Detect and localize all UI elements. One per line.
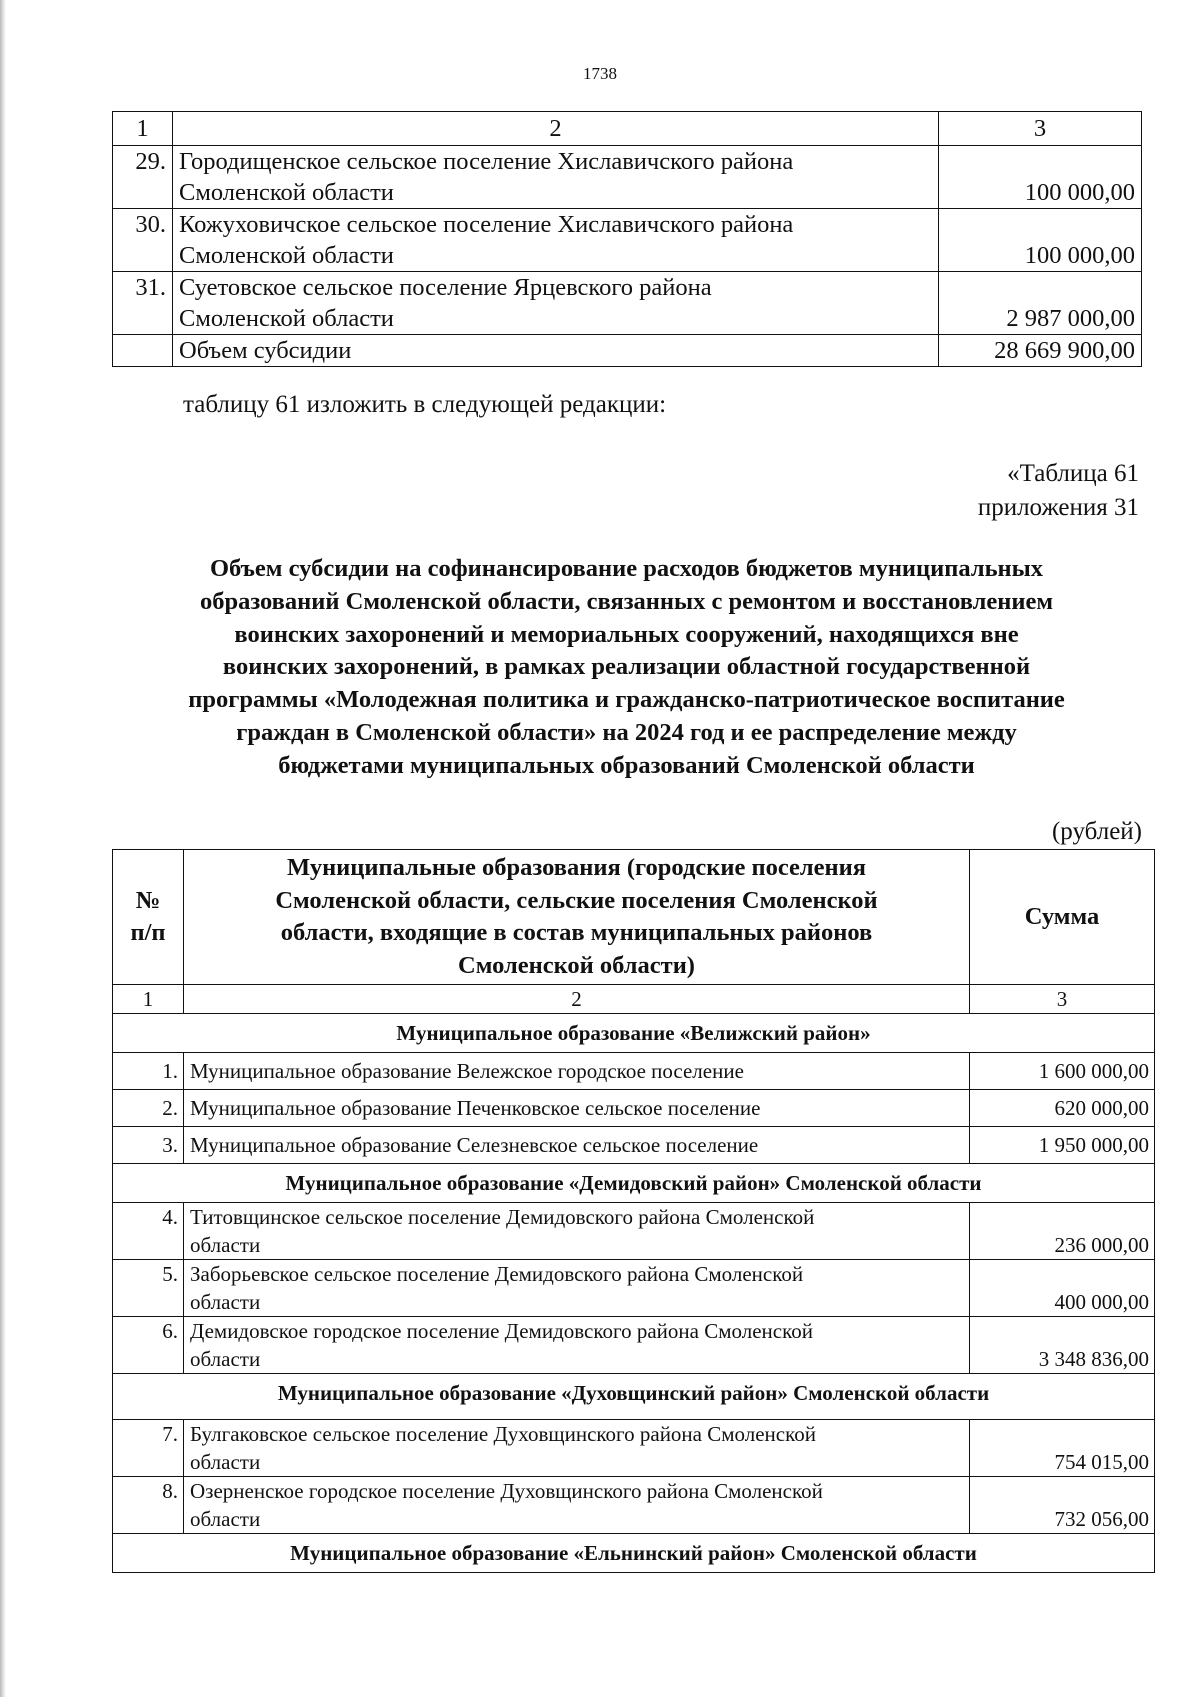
row-name: Муниципальное образование Вележское городское поселение xyxy=(184,1053,970,1090)
row-name-line: Суетовское сельское поселение Ярцевского района xyxy=(179,274,712,301)
row-name-line: области xyxy=(190,1233,261,1257)
row-name-line: Смоленской области xyxy=(179,305,394,332)
row-name-line: Титовщинское сельское поселение Демидовского района Смоленской xyxy=(190,1205,815,1229)
table-row xyxy=(113,1203,1155,1260)
row-number: 6. xyxy=(113,1317,184,1374)
title-line: Объем субсидии на софинансирование расходов бюджетов муниципальных xyxy=(209,555,1044,582)
row-name-line: области xyxy=(190,1450,261,1474)
row-name: Муниципальное образование Селезневское сельское поселение xyxy=(184,1127,970,1164)
row-name xyxy=(173,146,939,209)
row-number: 31. xyxy=(113,272,173,335)
row-sum: 732 056,00 xyxy=(970,1477,1155,1534)
row-number: 4. xyxy=(113,1203,184,1260)
row-sum: 100 000,00 xyxy=(939,146,1142,209)
table-row xyxy=(113,272,1142,335)
header-name-line: области, входящие в состав муниципальных районов xyxy=(280,919,873,946)
header-cell: 3 xyxy=(939,112,1142,146)
row-number: 3. xyxy=(113,1127,184,1164)
column-number: 3 xyxy=(970,985,1155,1014)
row-number: 7. xyxy=(113,1420,184,1477)
title-line: бюджетами муниципальных образований Смоленской области xyxy=(278,751,975,779)
row-name-line: Смоленской области xyxy=(179,242,394,269)
table-row xyxy=(113,209,1142,272)
row-number: 30. xyxy=(113,209,173,272)
row-name-line: Булгаковское сельское поселение Духовщинского района Смоленской xyxy=(190,1422,816,1446)
row-name xyxy=(173,272,939,335)
header-name-line: Муниципальные образования (городские поселения xyxy=(287,854,866,881)
total-label: Объем субсидии xyxy=(173,335,939,367)
row-number: 2. xyxy=(113,1090,184,1127)
row-sum: 754 015,00 xyxy=(970,1420,1155,1477)
table-row xyxy=(113,146,1142,209)
distribution-table xyxy=(112,849,1155,1573)
header-cell: 2 xyxy=(173,112,939,146)
document-title xyxy=(112,553,1141,783)
header-num-cell xyxy=(113,850,184,985)
group-title: Муниципальное образование «Ельнинский район» Смоленской области xyxy=(113,1534,1155,1573)
row-name-line: Городищенское сельское поселение Хиславичского района xyxy=(179,148,794,175)
header-name-line: Смоленской области) xyxy=(458,951,695,979)
total-number-cell xyxy=(113,335,173,367)
title-line: программы «Молодежная политика и гражданско-патриотическое воспитание xyxy=(188,686,1065,714)
continuation-table xyxy=(112,111,1142,367)
group-row xyxy=(113,1534,1155,1573)
title-line: воинских захоронений и мемориальных сооружений, находящихся вне xyxy=(234,620,1019,648)
header-num-line: № xyxy=(135,886,161,914)
header-cell: 1 xyxy=(113,112,173,146)
table-reference-line: «Таблица 61 xyxy=(1007,460,1139,487)
header-num-line: п/п xyxy=(130,919,166,946)
title-line: образований Смоленской области, связанных с ремонтом и восстановлением xyxy=(199,587,1054,615)
row-sum: 620 000,00 xyxy=(970,1090,1155,1127)
group-title: Муниципальное образование «Велижский район» xyxy=(113,1014,1155,1053)
row-name-line: области xyxy=(190,1347,261,1371)
title-line: воинских захоронений, в рамках реализации областной государственной xyxy=(222,653,1031,681)
row-sum: 100 000,00 xyxy=(939,209,1142,272)
row-number: 29. xyxy=(113,146,173,209)
row-name xyxy=(184,1420,970,1477)
group-title: Муниципальное образование «Духовщинский район» Смоленской области xyxy=(113,1374,1155,1420)
column-numbers-row xyxy=(113,985,1155,1014)
table-row xyxy=(113,1420,1155,1477)
group-title: Муниципальное образование «Демидовский район» Смоленской области xyxy=(113,1164,1155,1203)
row-name-line: области xyxy=(190,1507,261,1531)
row-name xyxy=(184,1317,970,1374)
column-number: 2 xyxy=(184,985,970,1014)
row-name-line: Смоленской области xyxy=(179,179,394,206)
title-line: граждан в Смоленской области» на 2024 год и ее распределение между xyxy=(236,718,1017,746)
table-header-row xyxy=(113,112,1142,146)
row-number: 5. xyxy=(113,1260,184,1317)
table-row xyxy=(113,1053,1155,1090)
row-number: 8. xyxy=(113,1477,184,1534)
table-row xyxy=(113,1127,1155,1164)
unit-label: (рублей) xyxy=(1051,818,1142,845)
header-sum-cell: Сумма xyxy=(970,850,1155,985)
table-header-row xyxy=(113,850,1155,985)
row-name-line: Заборьевское сельское поселение Демидовского района Смоленской xyxy=(190,1262,804,1286)
table-row xyxy=(113,1317,1155,1374)
table-reference-line: приложения 31 xyxy=(977,494,1139,521)
intro-text: таблицу 61 изложить в следующей редакции: xyxy=(183,391,667,418)
row-sum: 1 600 000,00 xyxy=(970,1053,1155,1090)
table-row xyxy=(113,1090,1155,1127)
header-name-cell xyxy=(184,850,970,985)
row-name xyxy=(184,1203,970,1260)
group-row xyxy=(113,1014,1155,1053)
table-row xyxy=(113,1477,1155,1534)
header-name-line: Смоленской области, сельские поселения Смоленской xyxy=(275,886,878,914)
row-sum: 1 950 000,00 xyxy=(970,1127,1155,1164)
page-number: 1738 xyxy=(583,64,617,83)
row-sum: 236 000,00 xyxy=(970,1203,1155,1260)
row-sum: 400 000,00 xyxy=(970,1260,1155,1317)
row-sum: 3 348 836,00 xyxy=(970,1317,1155,1374)
total-sum: 28 669 900,00 xyxy=(939,335,1142,367)
group-row xyxy=(113,1374,1155,1420)
row-name-line: Демидовское городское поселение Демидовского района Смоленской xyxy=(190,1319,813,1343)
row-name xyxy=(184,1260,970,1317)
row-sum: 2 987 000,00 xyxy=(939,272,1142,335)
row-number: 1. xyxy=(113,1053,184,1090)
column-number: 1 xyxy=(113,985,184,1014)
row-name-line: Озерненское городское поселение Духовщинского района Смоленской xyxy=(190,1479,823,1503)
row-name-line: Кожуховичское сельское поселение Хиславичского района xyxy=(179,211,794,238)
scan-edge xyxy=(0,0,6,1697)
row-name xyxy=(173,209,939,272)
row-name-line: области xyxy=(190,1290,261,1314)
row-name: Муниципальное образование Печенковское сельское поселение xyxy=(184,1090,970,1127)
table-row xyxy=(113,1260,1155,1317)
group-row xyxy=(113,1164,1155,1203)
table-reference xyxy=(978,457,1139,525)
row-name xyxy=(184,1477,970,1534)
total-row xyxy=(113,335,1142,367)
